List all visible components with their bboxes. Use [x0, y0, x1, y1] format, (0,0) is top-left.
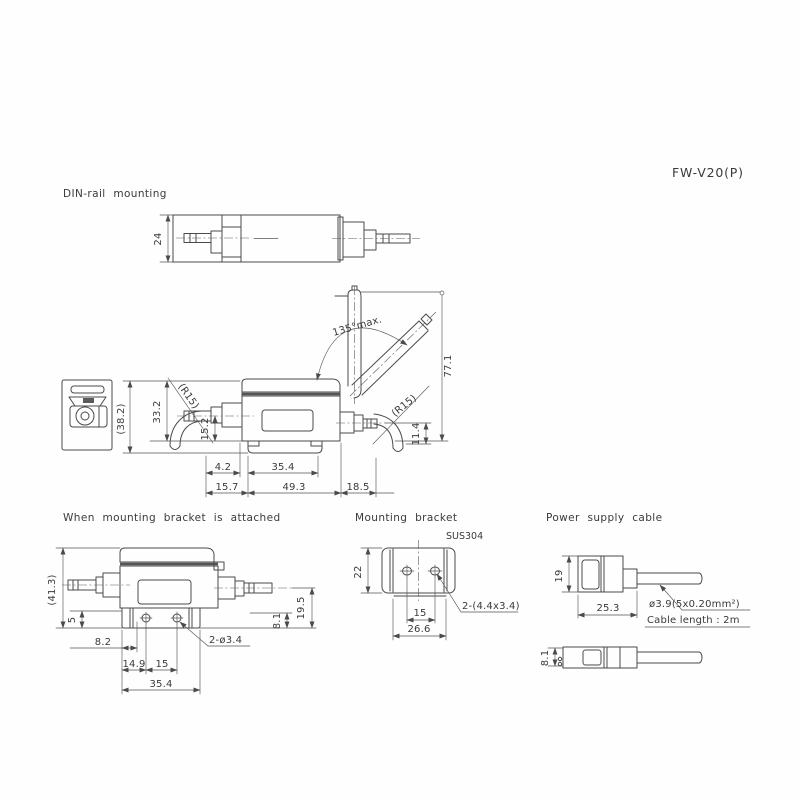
mounting-bracket-title: Mounting bracket — [355, 512, 458, 524]
cable-spec: ø3.9(5x0.20mm²) — [649, 599, 740, 610]
mounting-bracket-view — [353, 512, 520, 640]
dim-holes-callout: 2-ø3.4 — [209, 635, 243, 646]
bracket-material: SUS304 — [446, 531, 484, 542]
dim-hole-edge: 8.2 — [94, 637, 112, 648]
dim-connector-length: 25.3 — [596, 603, 620, 614]
power-cable-title: Power supply cable — [546, 512, 663, 524]
dim-body-width: 49.3 — [282, 482, 306, 493]
dim-connector-height: 19 — [554, 569, 565, 583]
dim-slots-callout: 2-(4.4x3.4) — [462, 601, 520, 612]
dim-attached-overall-height: (41.3) — [47, 574, 58, 606]
dim-overall-height: (38.2) — [116, 403, 127, 435]
dim-right-width: 18.5 — [346, 482, 370, 493]
dim-arm-height: 77.1 — [443, 354, 454, 378]
main-assembly-view — [62, 286, 454, 497]
dim-attached-offset: 5 — [67, 616, 78, 624]
dim-bracket-height: 22 — [353, 565, 364, 579]
dim-gap: 4.2 — [214, 462, 232, 473]
bracket-attached-view — [47, 512, 316, 694]
dim-hole-left: 14.9 — [122, 659, 146, 670]
dim-connector2-height: 8.1 — [540, 649, 551, 667]
dim-attached-port-height: 19.5 — [296, 596, 307, 620]
dim-plate-height: 8.1 — [272, 612, 283, 630]
dim-bend-radius-left: (R15) — [175, 381, 201, 412]
dim-bend-radius-right: (R15) — [389, 392, 419, 420]
dim-bracket-width-detail: 26.6 — [407, 624, 431, 635]
front-view — [62, 380, 112, 450]
din-rail-view — [63, 188, 420, 262]
dim-swing-angle: 135°max. — [331, 314, 384, 339]
dim-port-height: 15.2 — [200, 417, 211, 441]
dim-din-height: 24 — [153, 232, 164, 246]
product-code: FW-V20(P) — [672, 165, 744, 180]
dim-bracket-width: 35.4 — [149, 679, 173, 690]
dim-bracket-hole-pitch: 15 — [413, 608, 427, 619]
din-rail-title: DIN-rail mounting — [63, 188, 167, 200]
dim-body-height: 33.2 — [152, 400, 163, 424]
bracket-attached-title: When mounting bracket is attached — [63, 512, 281, 524]
cable-length-note: Cable length : 2m — [647, 615, 740, 626]
power-cable-view — [540, 512, 750, 668]
dim-left-width: 15.7 — [215, 482, 239, 493]
dim-clip-width: 35.4 — [271, 462, 295, 473]
dim-hole-pitch: 15 — [155, 659, 169, 670]
dim-right-port-height: 11.4 — [411, 422, 422, 446]
